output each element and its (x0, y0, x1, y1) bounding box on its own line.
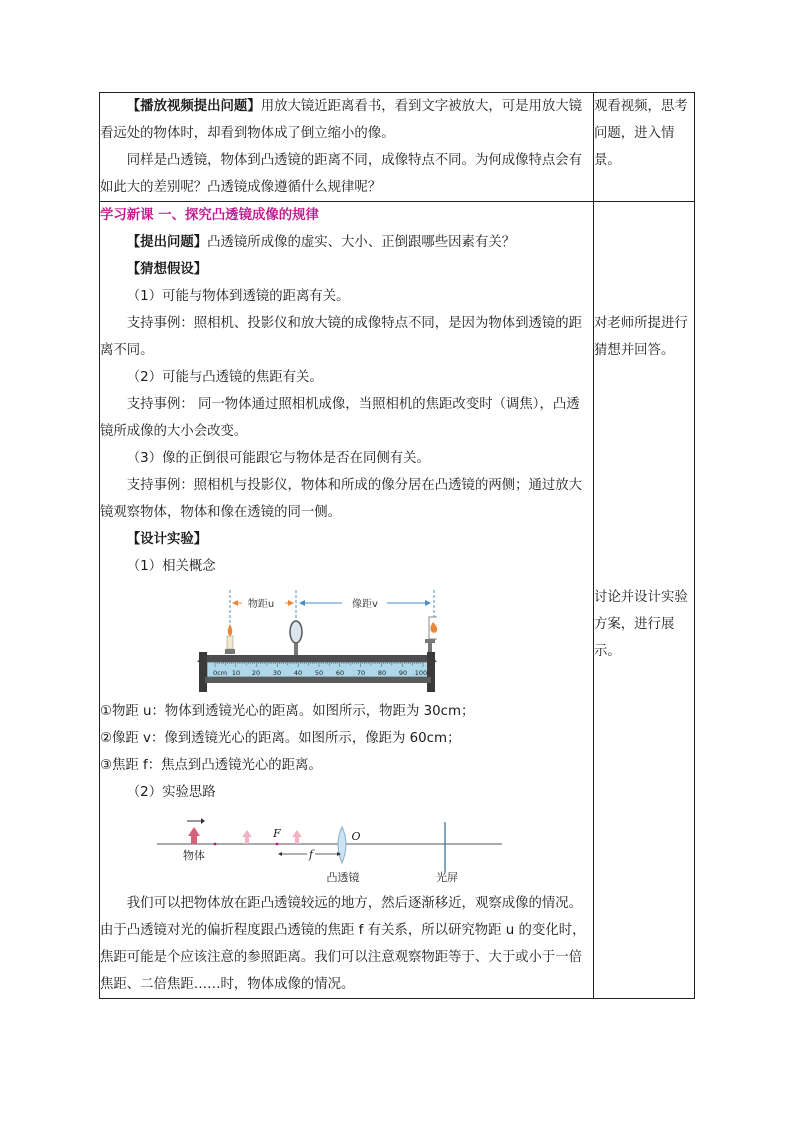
label-f: f (308, 848, 314, 861)
row-intro (100, 93, 695, 202)
bench-left-leg (199, 652, 207, 692)
hypothesis-3: （3）像的正倒很可能跟它与物体是否在同侧有关。 (126, 451, 430, 466)
intro-paragraph-1 (100, 93, 593, 147)
row-new-lesson (100, 202, 695, 999)
intro-cell (100, 93, 594, 202)
lesson-side-cell (594, 202, 695, 999)
label-screen: 光屏 (436, 871, 458, 884)
tick-label: 70 (356, 669, 366, 677)
label-lens: 凸透镜 (326, 871, 360, 884)
label-O: O (351, 830, 361, 843)
lesson-table (99, 92, 695, 999)
bench-right-leg (427, 652, 435, 692)
screen-holder (425, 617, 437, 655)
design-tag: 【设计实验】 (126, 532, 208, 547)
concept-title: （1）相关概念 (126, 559, 216, 574)
intro-side-cell (594, 93, 695, 202)
side-spacer-1 (594, 202, 694, 310)
hypothesis-2: （2）可能与凸透镜的焦距有关。 (126, 370, 323, 385)
tick-label: 40 (293, 669, 303, 677)
final-paragraph: 我们可以把物体放在距凸透镜较远的地方，然后逐渐移近，观察成像的情况。由于凸透镜对光的偏折程度跟凸透镜的焦距 f 有关系，所以研究物距 u 的变化时，焦距可能是个应该注意的参照距离。我们可以注意观察物距等于、大于或小于一倍焦距、二倍焦距……时，物体成像的情况。 (100, 896, 586, 992)
experiment-idea-figure (157, 812, 507, 890)
point-2f-left (214, 843, 217, 846)
object-position-2 (242, 830, 252, 844)
side-spacer-2 (594, 364, 694, 584)
section-title: 学习新课 一、探究凸透镜成像的规律 (100, 208, 319, 223)
hypothesis-2-support: 支持事例： 同一物体通过照相机成像，当照相机的焦距改变时（调焦），凸透镜所成像的大小会改变。 (100, 397, 580, 439)
hypothesis-1: （1）可能与物体到透镜的距离有关。 (126, 289, 350, 304)
intro-text-1: 用放大镜近距离看书，看到文字被放大，可是用放大镜看远处的物体时，却看到物体成了倒立缩小的像。 (100, 99, 583, 141)
tick-label: 80 (377, 669, 387, 677)
tick-label: 30 (272, 669, 282, 677)
tick-label: 0cm (213, 669, 228, 677)
tick-label: 90 (398, 669, 408, 677)
optical-bench-figure (197, 586, 437, 698)
intro-tag: 【播放视频提出问题】 (126, 99, 261, 114)
question-paragraph (100, 229, 593, 256)
label-object: 物体 (183, 849, 205, 862)
definition-v: ②像距 v：像到透镜光心的距离。如图所示，像距为 60cm； (100, 731, 461, 746)
tick-label: 10 (231, 669, 241, 677)
hypothesis-tag: 【猜想假设】 (126, 262, 208, 277)
tick-label: 50 (314, 669, 324, 677)
side-response-1: 对老师所提进行猜想并回答。 (594, 316, 688, 358)
lens-holder (290, 621, 302, 659)
intro-paragraph-2: 同样是凸透镜，物体到凸透镜的距离不同，成像特点不同。为何成像特点会有如此大的差别呢？凸透镜成像遵循什么规律呢？ (100, 153, 583, 195)
label-v: 像距v (352, 599, 378, 610)
object-position-3 (292, 830, 302, 844)
convex-lens (338, 827, 346, 863)
focal-arrowhead-left (278, 852, 282, 856)
hypothesis-1-support: 支持事例：照相机、投影仪和放大镜的成像特点不同，是因为物体到透镜的距离不同。 (100, 316, 583, 358)
hypothesis-3-support: 支持事例：照相机与投影仪，物体和所成的像分居在凸透镜的两侧；通过放大镜观察物体，物体和像在透镜的同一侧。 (100, 478, 583, 520)
definition-f: ③焦距 f：焦点到凸透镜光心的距离。 (100, 758, 322, 773)
lesson-cell (100, 202, 594, 999)
bench-top (197, 655, 437, 662)
focal-point-left (276, 843, 279, 846)
question-text: 凸透镜所成像的虚实、大小、正倒跟哪些因素有关？ (207, 235, 516, 250)
intro-side-text: 观看视频，思考问题，进入情景。 (594, 99, 688, 168)
tick-label: 20 (251, 669, 261, 677)
side-response-2: 讨论并设计实验方案，进行展示。 (594, 590, 688, 659)
definition-u: ①物距 u：物体到透镜光心的距离。如图所示，物距为 30cm； (100, 704, 475, 719)
object-arrow (187, 818, 205, 844)
tick-label: 100 (414, 669, 428, 677)
label-F: F (273, 827, 281, 840)
idea-title: （2）实验思路 (126, 785, 216, 800)
candle (225, 624, 235, 654)
question-tag: 【提出问题】 (126, 235, 208, 250)
label-u: 物距u (247, 599, 275, 610)
tick-label: 60 (335, 669, 345, 677)
bench-base (205, 677, 431, 683)
